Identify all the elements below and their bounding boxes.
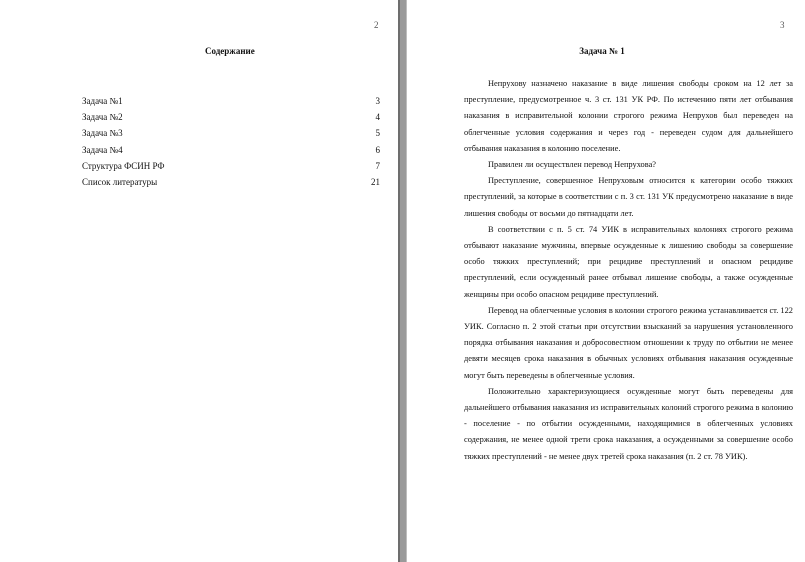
toc-entry[interactable]	[82, 93, 380, 109]
paragraph: В соответствии с п. 5 ст. 74 УИК в исправительных колониях строгого режима отбывают наказание мужчины, впервые осужденные к лишению свободы за совершение особо тяжких преступлений; при рецидиве преступлений и опасном рецидиве преступлений, если осужденный ранее отбывал лишение свободы, а также осужденные женщины при особо опасном рецидиве преступлений.	[464, 224, 793, 299]
toc-title: Содержание	[205, 46, 255, 56]
toc-entry[interactable]	[82, 125, 380, 141]
toc-entry-label: Список литературы	[82, 176, 158, 187]
toc-entry-label: Задача №3	[82, 128, 123, 139]
toc-entry-page: 4	[375, 112, 380, 123]
document-page-2	[0, 0, 398, 562]
paragraph: Преступление, совершенное Непруховым относится к категории особо тяжких преступлений, за которые в соответствии с п. 3 ст. 131 УК предусмотрено наказание в виде лишения свободы от восьми до пятнадцати лет.	[464, 176, 793, 218]
toc-entry-page: 5	[375, 128, 380, 139]
toc-entry-label: Задача №2	[82, 112, 123, 123]
toc-entry[interactable]	[82, 174, 380, 190]
toc-entry-label: Задача №1	[82, 96, 123, 106]
toc-entry[interactable]	[82, 142, 380, 158]
toc-entry-page: 7	[375, 160, 380, 171]
toc-entry[interactable]	[82, 109, 380, 125]
toc-entry-page: 21	[371, 176, 380, 187]
task-body	[464, 76, 793, 465]
paragraph: Правилен ли осуществлен перевод Непрухова?	[488, 160, 657, 170]
task-title: Задача № 1	[579, 46, 625, 56]
toc-entry[interactable]	[82, 158, 380, 174]
toc-entry-page: 6	[375, 144, 380, 155]
toc-entry-label: Задача №4	[82, 144, 123, 155]
document-page-3	[407, 0, 805, 562]
paragraph: Положительно характеризующиеся осужденные могут быть переведены для дальнейшего отбывания наказания из исправительных колоний строгого режима в колонию - поселение - по отбытии осужденными, находящимися в облегченных условиях содержания, не менее одной трети срока наказания, а осужденными за совершение особо тяжких преступлений - не менее двух третей срока наказания (п. 2 ст. 78 УИК).	[464, 386, 793, 461]
table-of-contents	[82, 93, 380, 190]
toc-entry-page: 3	[375, 96, 380, 106]
paragraph: Перевод на облегченные условия в колонии строгого режима устанавливается ст. 122 УИК. Согласно п. 2 этой статьи при отсутствии взысканий за нарушения установленного порядка отбывания наказания и добросовестном отношении к труду по отбытии не менее девяти месяцев срока наказания в обычных условиях отбывания наказания осужденные могут быть переведены в облегченные условия.	[464, 305, 793, 380]
page-number: 2	[374, 20, 379, 30]
toc-entry-label: Структура ФСИН РФ	[82, 160, 165, 171]
paragraph: Непрухову назначено наказание в виде лишения свободы сроком на 12 лет за преступление, предусмотренное ч. 3 ст. 131 УК РФ. По истечению пяти лет отбывания наказания в исправительной колонии строгого режима Непрухов был переведен на облегченные условия содержания и через год - переведен судом для дальнейшего отбывания наказания в колонию поселение.	[464, 79, 793, 153]
page-number: 3	[780, 20, 785, 30]
